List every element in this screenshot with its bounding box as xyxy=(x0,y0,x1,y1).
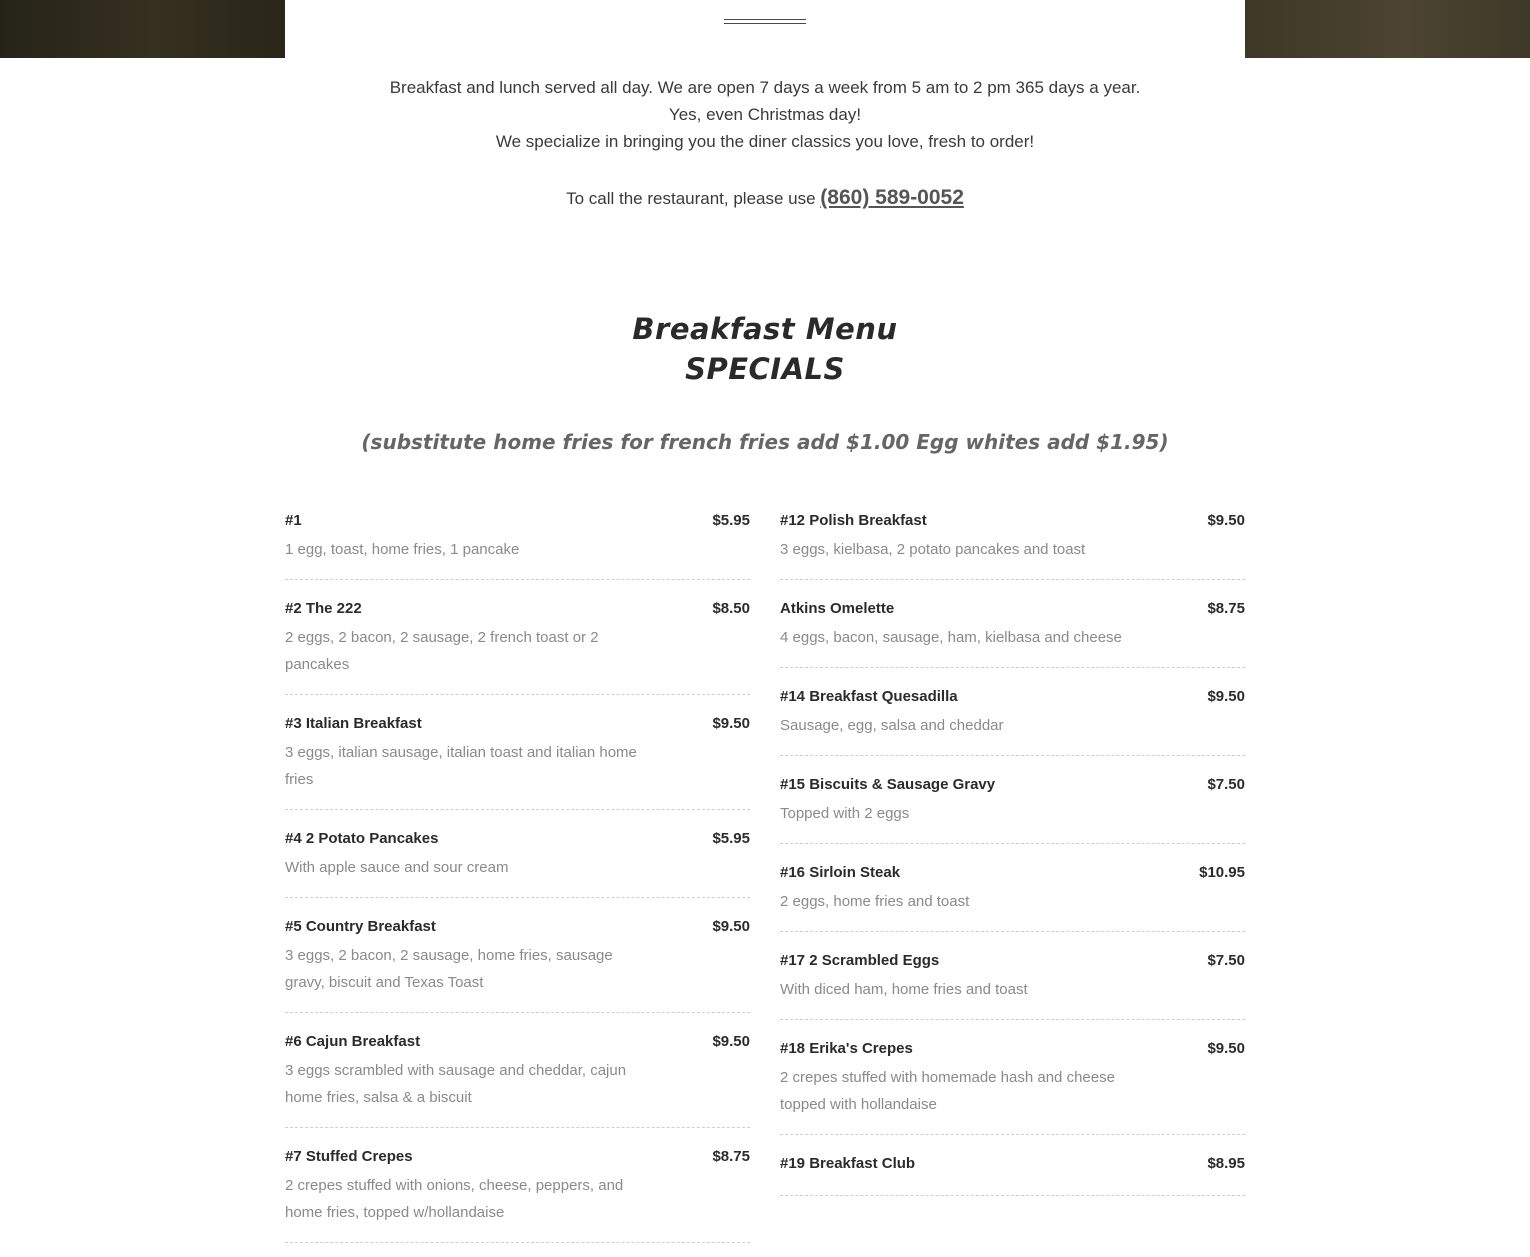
menu-title xyxy=(285,309,1245,389)
menu-item-description: 4 eggs, bacon, sausage, ham, kielbasa and cheese xyxy=(780,629,1122,646)
menu-item-name: #4 2 Potato Pancakes xyxy=(285,830,439,847)
menu-item xyxy=(285,594,750,695)
menu-item-name: #7 Stuffed Crepes xyxy=(285,1148,413,1165)
menu-item-header xyxy=(780,506,1245,536)
menu-item-name: #3 Italian Breakfast xyxy=(285,715,422,732)
menu-item-price: $7.50 xyxy=(1207,776,1245,793)
menu-item-price: $8.75 xyxy=(712,1148,750,1165)
menu-item xyxy=(285,824,750,898)
call-line xyxy=(285,184,1245,213)
menu-item-header xyxy=(285,1027,750,1057)
menu-item-name: #14 Breakfast Quesadilla xyxy=(780,688,958,705)
menu-item-price: $8.95 xyxy=(1207,1155,1245,1172)
menu-item-price: $9.50 xyxy=(1207,688,1245,705)
menu-item-description: With diced ham, home fries and toast xyxy=(780,981,1028,998)
menu-item-name: #6 Cajun Breakfast xyxy=(285,1033,421,1050)
menu-item-header xyxy=(285,912,750,942)
phone-link[interactable]: (860) 589-0052 xyxy=(820,186,964,209)
menu-item-name: #12 Polish Breakfast xyxy=(780,512,927,529)
menu-item-name: #5 Country Breakfast xyxy=(285,918,436,935)
menu-item-price: $9.50 xyxy=(712,918,750,935)
menu-item xyxy=(780,858,1245,932)
menu-item-price: $5.95 xyxy=(712,830,750,847)
menu-item-header xyxy=(285,506,750,536)
menu-item-name: #1 xyxy=(285,512,302,529)
menu-item-header xyxy=(780,770,1245,800)
menu-item-header xyxy=(285,709,750,739)
menu-item-header xyxy=(780,946,1245,976)
menu-item-description: 1 egg, toast, home fries, 1 pancake xyxy=(285,541,520,558)
menu-item-price: $8.50 xyxy=(712,600,750,617)
menu-title-line1: Breakfast Menu xyxy=(632,312,898,346)
menu-item-description: 2 crepes stuffed with homemade hash and cheese topped with hollandaise xyxy=(780,1069,1115,1113)
menu-item-name: #19 Breakfast Club xyxy=(780,1155,916,1172)
menu-item xyxy=(285,1027,750,1128)
menu-item-name: #16 Sirloin Steak xyxy=(780,864,901,881)
menu-item-description: 3 eggs, 2 bacon, 2 sausage, home fries, sausage gravy, biscuit and Texas Toast xyxy=(285,947,613,991)
menu-item xyxy=(780,1149,1245,1196)
hours-line: Breakfast and lunch served all day. We are open 7 days a week from 5 am to 2 pm 365 days a year. xyxy=(389,78,1141,97)
menu-item-description: 3 eggs, italian sausage, italian toast and italian home fries xyxy=(285,744,637,788)
menu-item-name: #15 Biscuits & Sausage Gravy xyxy=(780,776,996,793)
menu-item xyxy=(285,1142,750,1243)
menu-item-price: $9.50 xyxy=(1207,1040,1245,1057)
menu-item-price: $5.95 xyxy=(712,512,750,529)
menu-column-left xyxy=(285,506,750,1257)
menu-item xyxy=(780,946,1245,1020)
menu-item-name: Atkins Omelette xyxy=(780,600,895,617)
menu-item-description: Sausage, egg, salsa and cheddar xyxy=(780,717,1004,734)
menu-item-description: 2 crepes stuffed with onions, cheese, peppers, and home fries, topped w/hollandaise xyxy=(285,1177,624,1221)
menu-item-header xyxy=(285,1142,750,1172)
menu-item-price: $7.50 xyxy=(1207,952,1245,969)
menu-title-line2: SPECIALS xyxy=(685,352,845,386)
call-prefix: To call the restaurant, please use xyxy=(566,189,821,208)
menu-item-header xyxy=(780,682,1245,712)
specialty-line: We specialize in bringing you the diner classics you love, fresh to order! xyxy=(495,132,1035,151)
menu-item xyxy=(780,1034,1245,1135)
menu-item xyxy=(780,594,1245,668)
menu-item-description: 3 eggs, kielbasa, 2 potato pancakes and toast xyxy=(780,541,1086,558)
christmas-line: Yes, even Christmas day! xyxy=(668,105,862,124)
menu-item-header xyxy=(780,858,1245,888)
menu-item-header xyxy=(285,594,750,624)
menu-item-description: Topped with 2 eggs xyxy=(780,805,910,822)
menu-item-price: $8.75 xyxy=(1207,600,1245,617)
menu-item xyxy=(285,709,750,810)
menu-item-description: 2 eggs, home fries and toast xyxy=(780,893,970,910)
menu-item-header xyxy=(780,1149,1245,1179)
menu-item-name: #18 Erika's Crepes xyxy=(780,1040,913,1057)
menu-item-price: $9.50 xyxy=(712,1033,750,1050)
menu-item-name: #2 The 222 xyxy=(285,600,362,617)
menu-subtitle: (substitute home fries for french fries add $1.00 Egg whites add $1.95) xyxy=(361,430,1169,454)
hero-card xyxy=(285,0,1245,58)
menu-item xyxy=(285,506,750,580)
menu-item-header xyxy=(285,824,750,854)
menu-item-description: 3 eggs scrambled with sausage and cheddar, cajun home fries, salsa & a biscuit xyxy=(285,1062,627,1106)
menu-item-price: $10.95 xyxy=(1199,864,1245,881)
menu-item xyxy=(780,770,1245,844)
menu-item-description: With apple sauce and sour cream xyxy=(285,859,509,876)
intro-text xyxy=(285,74,1245,155)
menu-item-name: #17 2 Scrambled Eggs xyxy=(780,952,940,969)
menu-item-header xyxy=(780,1034,1245,1064)
menu-item-header xyxy=(780,594,1245,624)
menu-item-price: $9.50 xyxy=(712,715,750,732)
menu-item-price: $9.50 xyxy=(1207,512,1245,529)
menu-column-right xyxy=(780,506,1245,1210)
menu-item-description: 2 eggs, 2 bacon, 2 sausage, 2 french toast or 2 pancakes xyxy=(285,629,599,673)
menu-item xyxy=(285,912,750,1013)
decorative-divider xyxy=(724,19,806,24)
menu-item xyxy=(780,506,1245,580)
menu-item xyxy=(780,682,1245,756)
